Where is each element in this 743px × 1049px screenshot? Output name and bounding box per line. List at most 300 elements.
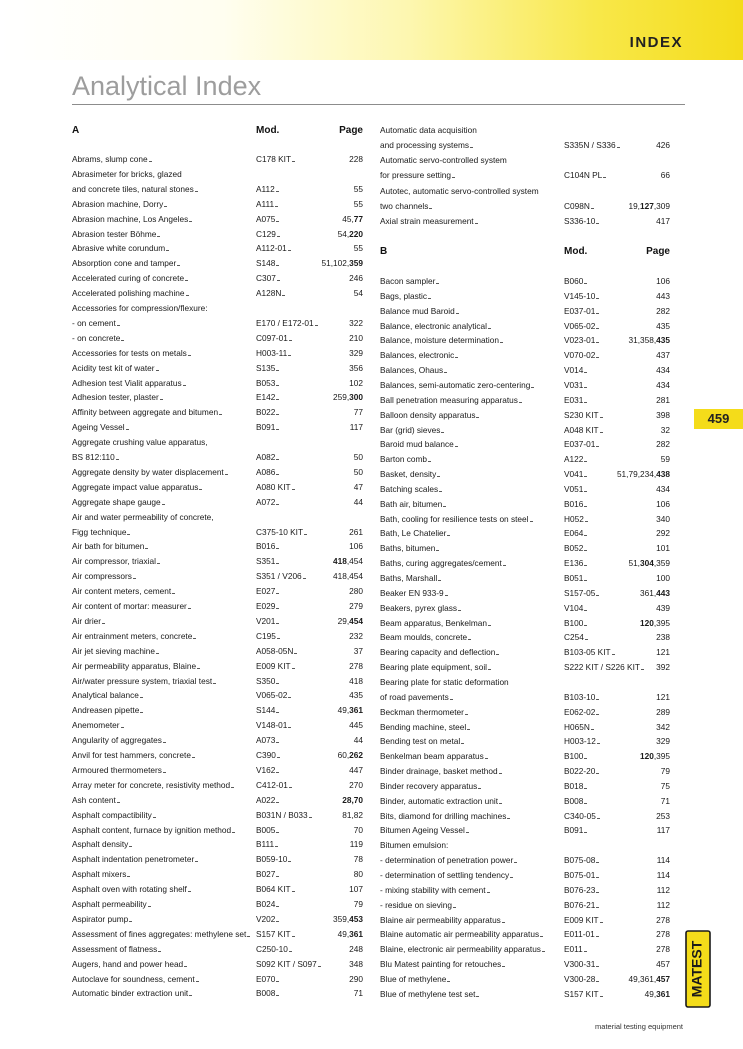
page-text: 210 bbox=[349, 332, 363, 343]
entry-name: Autoclave for soundness, cement bbox=[72, 973, 195, 984]
page-text: 80 bbox=[353, 869, 363, 880]
dot-leader bbox=[584, 788, 586, 789]
entry-name: Bath, Le Chatelier bbox=[380, 528, 447, 539]
page-bold: 418 bbox=[333, 556, 347, 567]
dot-leader bbox=[195, 861, 197, 862]
entry-page bbox=[640, 587, 670, 600]
entry-page bbox=[338, 928, 363, 941]
page-bold: 77 bbox=[353, 213, 363, 224]
dot-leader bbox=[288, 727, 290, 728]
entry-mod: V300-31 bbox=[564, 959, 596, 970]
dot-leader bbox=[584, 476, 586, 477]
index-entry bbox=[380, 735, 670, 748]
page-text: 106 bbox=[349, 541, 363, 552]
index-entry bbox=[72, 213, 363, 226]
dot-leader bbox=[162, 504, 164, 505]
entry-name: - mixing stability with cement bbox=[380, 884, 486, 895]
dot-leader bbox=[596, 357, 598, 358]
page-bold: 304 bbox=[640, 558, 654, 569]
page-text: 437 bbox=[656, 350, 670, 361]
entry-page bbox=[354, 183, 363, 196]
dot-leader bbox=[453, 907, 455, 908]
entry-name: Balance mud Baroid bbox=[380, 305, 455, 316]
entry-name: Balance, electronic analytical bbox=[380, 320, 487, 331]
entry-page bbox=[640, 617, 670, 630]
entry-mod: A111 bbox=[256, 198, 275, 209]
index-entry bbox=[72, 958, 363, 971]
entry-name: Balance, moisture determination bbox=[380, 335, 499, 346]
page-text: 278 bbox=[349, 660, 363, 671]
entry-page bbox=[656, 139, 670, 152]
dot-leader bbox=[596, 877, 598, 878]
page-text: 457 bbox=[656, 959, 670, 970]
index-entry bbox=[72, 451, 363, 464]
page-bold: 361 bbox=[656, 988, 670, 999]
entry-page bbox=[656, 364, 670, 377]
page-text: 445 bbox=[349, 720, 363, 731]
entry-mod: E031 bbox=[564, 394, 584, 405]
dot-leader bbox=[184, 966, 186, 967]
index-entry bbox=[72, 421, 363, 434]
page-text: 49, bbox=[337, 928, 350, 939]
dot-leader bbox=[309, 817, 311, 818]
dot-leader bbox=[276, 399, 278, 400]
index-entry bbox=[72, 764, 363, 777]
page-text: 49,361, bbox=[628, 973, 657, 984]
index-entry bbox=[380, 139, 670, 152]
dot-leader bbox=[467, 729, 469, 730]
dot-leader bbox=[102, 623, 104, 624]
entry-name: Air drier bbox=[72, 615, 102, 626]
entry-mod: B100 bbox=[564, 617, 584, 628]
entry-mod: C307 bbox=[256, 273, 276, 284]
dot-leader bbox=[189, 221, 191, 222]
entry-page bbox=[350, 838, 363, 851]
index-entry bbox=[72, 377, 363, 390]
entry-mod: E170 / E172-01 bbox=[256, 317, 314, 328]
entry-page bbox=[657, 824, 670, 837]
entry-page bbox=[349, 779, 363, 792]
index-entry bbox=[72, 689, 363, 702]
entry-name: Bags, plastic bbox=[380, 290, 428, 301]
entry-page bbox=[656, 394, 670, 407]
dot-leader bbox=[584, 832, 586, 833]
index-entry bbox=[72, 436, 363, 449]
entry-page bbox=[656, 810, 670, 823]
entry-name: Accelerated polishing machine bbox=[72, 288, 185, 299]
dot-leader bbox=[429, 208, 431, 209]
index-entry bbox=[380, 587, 670, 600]
dot-leader bbox=[148, 906, 150, 907]
dot-leader bbox=[183, 385, 185, 386]
entry-page bbox=[349, 347, 363, 360]
dot-leader bbox=[584, 803, 586, 804]
dot-leader bbox=[584, 580, 586, 581]
page-text: 114 bbox=[656, 855, 670, 866]
dot-leader bbox=[596, 328, 598, 329]
entry-page bbox=[656, 914, 670, 927]
entry-page bbox=[349, 689, 363, 702]
index-entry bbox=[72, 347, 363, 360]
entry-mod: A022 bbox=[256, 794, 276, 805]
entry-page bbox=[338, 749, 363, 762]
page-text: 361, bbox=[640, 587, 657, 598]
index-entry bbox=[72, 660, 363, 673]
entry-mod: A075 bbox=[256, 213, 276, 224]
entry-mod: V051 bbox=[564, 483, 584, 494]
entry-name: Ageing Vessel bbox=[72, 422, 125, 433]
dot-leader bbox=[276, 548, 278, 549]
heading-page: Page bbox=[646, 246, 670, 257]
page-number-tab: 459 bbox=[694, 409, 743, 429]
entry-page bbox=[349, 675, 363, 688]
entry-page bbox=[656, 572, 670, 585]
index-entry bbox=[380, 498, 670, 511]
page-text: 70 bbox=[353, 824, 363, 835]
index-entry bbox=[380, 572, 670, 585]
entry-page bbox=[354, 242, 363, 255]
entry-name: Asphalt mixers bbox=[72, 869, 127, 880]
index-entry bbox=[72, 749, 363, 762]
index-entry bbox=[380, 409, 670, 422]
index-entry bbox=[72, 987, 363, 1000]
dot-leader bbox=[289, 787, 291, 788]
page-text: 112 bbox=[656, 884, 670, 895]
page-text: 359, bbox=[333, 913, 350, 924]
dot-leader bbox=[519, 402, 521, 403]
dot-leader bbox=[304, 534, 306, 535]
entry-page bbox=[656, 305, 670, 318]
dot-leader bbox=[318, 966, 320, 967]
index-entry bbox=[72, 883, 363, 896]
dot-leader bbox=[476, 996, 478, 997]
entry-mod: E037-01 bbox=[564, 439, 596, 450]
page-text: 55 bbox=[353, 183, 363, 194]
entry-page bbox=[354, 645, 363, 658]
page-text: 417 bbox=[656, 215, 670, 226]
entry-mod: V104 bbox=[564, 602, 584, 613]
page-text: 79 bbox=[353, 899, 363, 909]
entry-name: Balances, Ohaus bbox=[380, 365, 444, 376]
index-entry bbox=[72, 600, 363, 613]
dot-leader bbox=[447, 535, 449, 536]
index-entry bbox=[380, 780, 670, 793]
page-text: 100 bbox=[656, 573, 670, 583]
index-entry bbox=[72, 570, 363, 583]
entry-mod: C178 KIT bbox=[256, 154, 292, 164]
entry-name: - on concrete bbox=[72, 332, 121, 343]
dot-leader bbox=[275, 846, 277, 847]
entry-mod: V065-02 bbox=[256, 690, 288, 701]
dot-leader bbox=[127, 876, 129, 877]
dot-leader bbox=[487, 892, 489, 893]
entry-name: Asphalt indentation penetrometer bbox=[72, 854, 195, 865]
page-text: 278 bbox=[656, 929, 670, 940]
entry-name: Bath air, bitumen bbox=[380, 498, 443, 509]
dot-leader bbox=[584, 283, 586, 284]
index-entry bbox=[72, 540, 363, 553]
index-entry bbox=[380, 557, 670, 570]
dot-leader bbox=[475, 223, 477, 224]
entry-page bbox=[657, 869, 670, 882]
index-entry bbox=[380, 185, 670, 198]
dot-leader bbox=[188, 355, 190, 356]
entry-name: Asphalt oven with rotating shelf bbox=[72, 884, 187, 895]
index-entry bbox=[72, 809, 363, 822]
index-entry bbox=[72, 362, 363, 375]
dot-leader bbox=[488, 669, 490, 670]
entry-page bbox=[661, 765, 670, 778]
index-entry bbox=[72, 585, 363, 598]
page-text: 434 bbox=[656, 483, 670, 494]
entry-mod: S144 bbox=[256, 705, 276, 716]
dot-leader bbox=[461, 743, 463, 744]
dot-leader bbox=[121, 727, 123, 728]
entry-name: Accelerated curing of concrete bbox=[72, 273, 185, 284]
index-entry bbox=[380, 631, 670, 644]
entry-name: Beaker EN 933-9 bbox=[380, 587, 444, 598]
entry-name: Anemometer bbox=[72, 720, 120, 731]
index-entry bbox=[72, 645, 363, 658]
index-entry bbox=[72, 898, 363, 911]
entry-name: of road pavements bbox=[380, 691, 449, 702]
page-text: 45, bbox=[342, 213, 354, 224]
dot-leader bbox=[597, 818, 599, 819]
entry-page bbox=[354, 496, 363, 509]
dot-leader bbox=[502, 966, 504, 967]
entry-name: Analytical balance bbox=[72, 690, 139, 701]
page-text: 290 bbox=[349, 973, 363, 984]
entry-name: Baroid mud balance bbox=[380, 439, 454, 450]
entry-name: Abrams, slump cone bbox=[72, 154, 148, 164]
page-text: 71 bbox=[353, 988, 363, 999]
page-bold: 262 bbox=[349, 750, 363, 760]
entry-name: Figg technique bbox=[72, 526, 127, 537]
index-entry bbox=[380, 988, 670, 1001]
entry-mod: A048 KIT bbox=[564, 424, 599, 435]
entry-mod: B059-10 bbox=[256, 854, 288, 865]
entry-name: Beakers, pyrex glass bbox=[380, 602, 458, 613]
page-text: 270 bbox=[349, 779, 363, 790]
page-bold: 127 bbox=[640, 200, 654, 211]
entry-page bbox=[342, 213, 363, 226]
dot-leader bbox=[596, 298, 598, 299]
index-entry bbox=[380, 453, 670, 466]
page-text: 51,102, bbox=[321, 258, 350, 269]
dot-leader bbox=[436, 283, 438, 284]
entry-name: Automatic data acquisition bbox=[380, 125, 477, 135]
dot-leader bbox=[276, 995, 278, 996]
entry-page bbox=[628, 557, 670, 570]
dot-leader bbox=[458, 610, 460, 611]
dot-leader bbox=[188, 608, 190, 609]
dot-leader bbox=[597, 743, 599, 744]
entry-page bbox=[661, 169, 670, 182]
dot-leader bbox=[140, 697, 142, 698]
entry-name: Bitumen emulsion: bbox=[380, 840, 449, 851]
page-text: 447 bbox=[349, 764, 363, 775]
index-entry bbox=[72, 198, 363, 211]
entry-page bbox=[333, 913, 363, 926]
entry-page bbox=[349, 600, 363, 613]
page-text: 51, bbox=[628, 558, 640, 569]
index-entry bbox=[72, 391, 363, 404]
entry-name: Binder recovery apparatus bbox=[380, 780, 478, 791]
entry-name: Binder drainage, basket method bbox=[380, 766, 498, 777]
page-text: 29, bbox=[337, 615, 350, 626]
entry-mod: A122 bbox=[564, 454, 584, 465]
entry-name: Baths, curing aggregates/cement bbox=[380, 558, 502, 569]
entry-name: Bar (grid) sieves bbox=[380, 424, 441, 435]
index-entry bbox=[380, 438, 670, 451]
page-text: 232 bbox=[349, 630, 363, 641]
dot-leader bbox=[193, 638, 195, 639]
entry-name: Blu Matest painting for retouches bbox=[380, 959, 502, 970]
page-text: 119 bbox=[349, 839, 363, 850]
heading-letter: B bbox=[380, 246, 388, 257]
entry-name: - determination of penetration power bbox=[380, 855, 514, 866]
dot-leader bbox=[445, 595, 447, 596]
entry-name: Abrasion machine, Los Angeles bbox=[72, 213, 189, 224]
dot-leader bbox=[276, 191, 278, 192]
entry-mod: V023-01 bbox=[564, 335, 596, 346]
dot-leader bbox=[488, 625, 490, 626]
entry-name: Aggregate impact value apparatus bbox=[72, 481, 199, 492]
index-entry bbox=[380, 468, 670, 481]
page-bold: 438 bbox=[656, 469, 670, 480]
dot-leader bbox=[450, 699, 452, 700]
entry-page bbox=[656, 275, 670, 288]
dot-leader bbox=[466, 832, 468, 833]
entry-name: Binder, automatic extraction unit bbox=[380, 795, 499, 806]
index-entry bbox=[380, 424, 670, 437]
entry-page bbox=[640, 750, 670, 763]
entry-mod: B075-08 bbox=[564, 855, 596, 866]
entry-page bbox=[333, 391, 363, 404]
entry-name: BS 812:110 bbox=[72, 452, 115, 462]
index-entry bbox=[380, 899, 670, 912]
entry-name: Armoured thermometers bbox=[72, 764, 162, 775]
index-entry bbox=[72, 183, 363, 196]
entry-mod: S157-05 bbox=[564, 587, 596, 598]
dot-leader bbox=[596, 446, 598, 447]
entry-mod: V014 bbox=[564, 365, 584, 376]
entry-mod: B060 bbox=[564, 276, 584, 286]
entry-name: Aggregate density by water displacement bbox=[72, 466, 224, 477]
dot-leader bbox=[617, 147, 619, 148]
entry-name: Bath, cooling for resilience tests on steel bbox=[380, 513, 529, 524]
index-entry bbox=[380, 200, 670, 213]
entry-mod: E009 KIT bbox=[256, 660, 291, 671]
entry-mod: C104N PL bbox=[564, 170, 603, 181]
dot-leader bbox=[276, 683, 278, 684]
index-entry bbox=[380, 676, 670, 689]
entry-name: Beam apparatus, Benkelman bbox=[380, 617, 488, 628]
dot-leader bbox=[584, 535, 586, 536]
page-text: 50 bbox=[353, 452, 363, 462]
entry-mod: B031N / B033 bbox=[256, 809, 308, 820]
dot-leader bbox=[428, 461, 430, 462]
entry-name: Autotec, automatic servo-controlled system bbox=[380, 185, 539, 196]
entry-mod: V148-01 bbox=[256, 720, 288, 731]
entry-page bbox=[354, 481, 363, 494]
entry-mod: C097-01 bbox=[256, 332, 288, 343]
dot-leader bbox=[140, 712, 142, 713]
entry-page bbox=[349, 958, 363, 971]
page-text: 54 bbox=[353, 288, 363, 299]
dot-leader bbox=[485, 758, 487, 759]
dot-leader bbox=[596, 936, 598, 937]
entry-page bbox=[342, 794, 363, 807]
entry-name: - on cement bbox=[72, 317, 116, 328]
dot-leader bbox=[600, 417, 602, 418]
entry-page bbox=[656, 483, 670, 496]
entry-mod: C129 bbox=[256, 228, 276, 239]
page-text: 78 bbox=[353, 854, 363, 865]
dot-leader bbox=[276, 623, 278, 624]
entry-mod: B008 bbox=[256, 988, 276, 999]
entry-name: Aspirator pump bbox=[72, 913, 129, 924]
index-entry bbox=[380, 928, 670, 941]
entry-name: Affinity between aggregate and bitumen bbox=[72, 407, 219, 418]
entry-name: Air jet sieving machine bbox=[72, 645, 156, 656]
index-entry bbox=[380, 124, 670, 137]
page-text: 279 bbox=[349, 601, 363, 611]
dot-leader bbox=[439, 491, 441, 492]
dot-leader bbox=[276, 474, 278, 475]
dot-leader bbox=[456, 313, 458, 314]
dot-leader bbox=[289, 340, 291, 341]
dot-leader bbox=[127, 534, 129, 535]
entry-name: Accessories for tests on metals bbox=[72, 347, 187, 358]
index-entry bbox=[72, 511, 363, 524]
entry-page bbox=[661, 795, 670, 808]
dot-leader bbox=[596, 966, 598, 967]
dot-leader bbox=[276, 802, 278, 803]
index-entry bbox=[72, 973, 363, 986]
entry-name: Adhesion tester, plaster bbox=[72, 392, 159, 403]
entry-page bbox=[661, 424, 670, 437]
dot-leader bbox=[145, 548, 147, 549]
entry-page bbox=[349, 630, 363, 643]
dot-leader bbox=[499, 773, 501, 774]
index-entry bbox=[380, 824, 670, 837]
index-entry bbox=[380, 542, 670, 555]
page-text: 59 bbox=[660, 454, 670, 465]
page-text: 329 bbox=[349, 347, 363, 358]
page-text: 278 bbox=[656, 944, 670, 955]
entry-page bbox=[342, 809, 363, 822]
entry-name: Air permeability apparatus, Blaine bbox=[72, 660, 197, 671]
dot-leader bbox=[596, 223, 598, 224]
dot-leader bbox=[596, 699, 598, 700]
entry-name: Air bath for bitumen bbox=[72, 541, 145, 552]
page-text: 47 bbox=[353, 481, 363, 492]
page-text: 261 bbox=[349, 526, 363, 537]
entry-name: Assessment of flatness bbox=[72, 943, 158, 954]
dot-leader bbox=[530, 521, 532, 522]
index-entry bbox=[380, 795, 670, 808]
entry-page bbox=[661, 780, 670, 793]
page-text: 114 bbox=[656, 870, 670, 880]
dot-leader bbox=[188, 891, 190, 892]
entry-page bbox=[656, 527, 670, 540]
dot-leader bbox=[276, 921, 278, 922]
entry-page bbox=[657, 899, 670, 912]
index-entry bbox=[72, 526, 363, 539]
page-text: 434 bbox=[656, 365, 670, 376]
entry-mod: S350 bbox=[256, 675, 276, 686]
